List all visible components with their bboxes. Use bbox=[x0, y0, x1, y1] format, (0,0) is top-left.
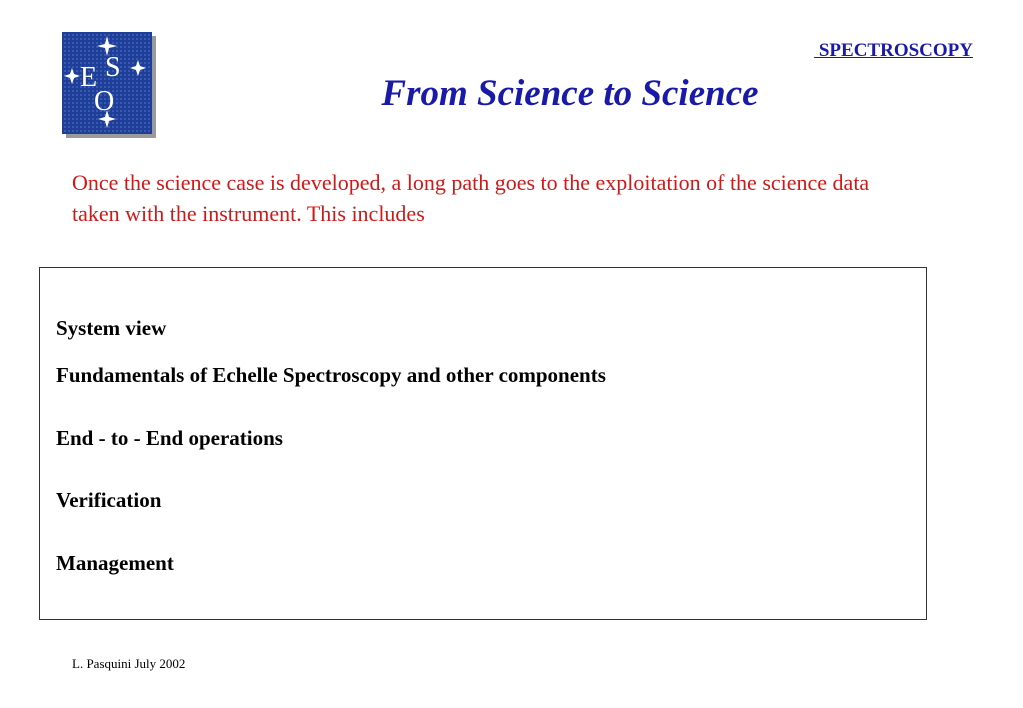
logo-letter-s: S bbox=[105, 52, 121, 83]
topics-box bbox=[39, 267, 927, 620]
topic-fundamentals: Fundamentals of Echelle Spectroscopy and other components bbox=[56, 363, 606, 387]
topic-end-to-end: End - to - End operations bbox=[56, 426, 283, 450]
logo-letter-e: E bbox=[80, 62, 98, 93]
topic-system-view: System view bbox=[56, 316, 167, 340]
section-link-spectroscopy[interactable]: SPECTROSCOPY bbox=[814, 40, 973, 61]
topic-verification: Verification bbox=[56, 488, 162, 512]
logo-letter-o: O bbox=[94, 86, 115, 117]
intro-paragraph: Once the science case is developed, a long path goes to the exploitation of the science data taken with the instrument. This includes bbox=[72, 170, 870, 226]
footer-credit: L. Pasquini July 2002 bbox=[72, 656, 186, 671]
page-title: From Science to Science bbox=[381, 73, 759, 114]
topic-management: Management bbox=[56, 551, 174, 575]
